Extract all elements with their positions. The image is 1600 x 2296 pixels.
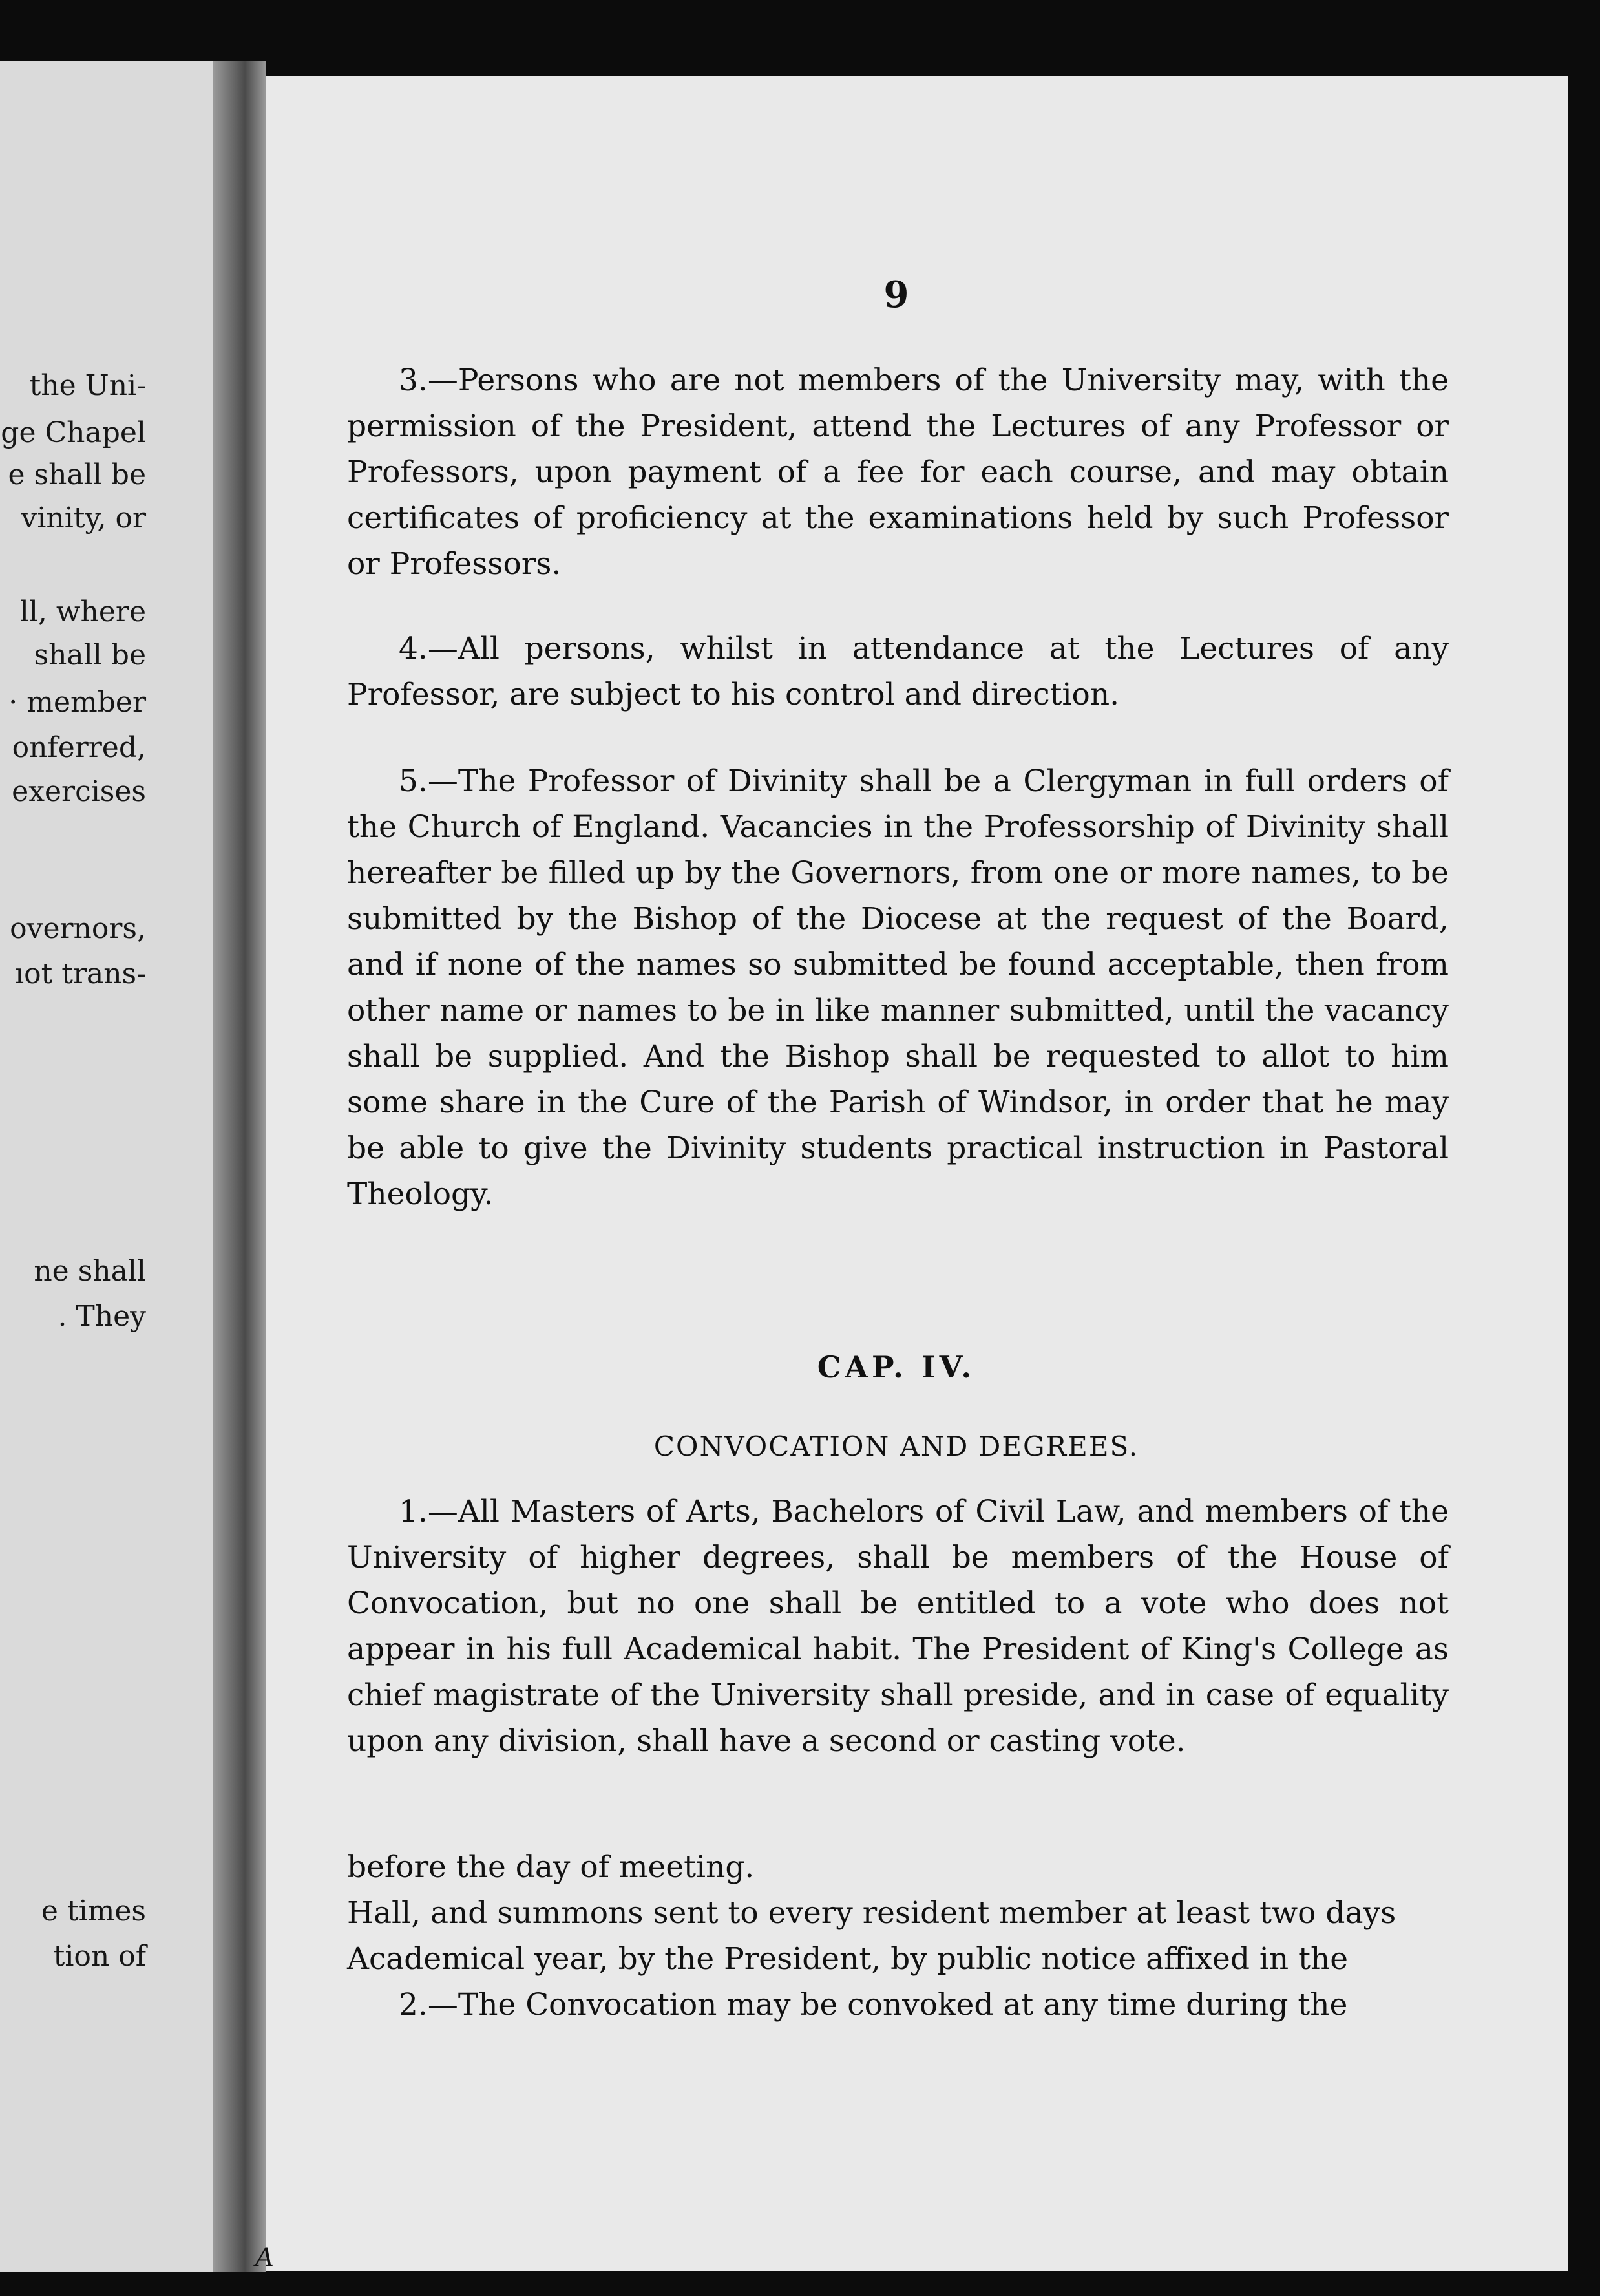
left-fragment: ll, where (19, 595, 146, 628)
left-fragment: e times (41, 1895, 146, 1928)
paragraph-4: 4.—All persons, whilst in attendance at the Lectures of any Professor, are subject to his control and direction. (347, 631, 1449, 712)
left-fragment: exercises (12, 775, 146, 808)
main-page (266, 76, 1568, 2271)
footer-mark: A (255, 2243, 274, 2273)
paragraph-5: 5.—The Professor of Divinity shall be a Clergyman in full orders of the Church of England. Vacancies in the Professorship of Divinity shall hereafter be filled up by the Governors, from one or more names, to be submitted by the Bishop of the Diocese at the request of the Board, and if none of the names so submitted be found acceptable, then from other name or names to be in like manner submitted, until the vacancy shall be supplied. And the Bishop shall be requested to allot to him some share in the Cure of the Parish of Windsor, in order that he may be able to give the Divinity students practical instruction in Pastoral Theology. (347, 763, 1449, 1212)
left-facing-page (0, 61, 213, 2272)
page-number: 9 (883, 273, 909, 316)
convocation-line: 2.—The Convocation may be convoked at any time during the (399, 1987, 1348, 2023)
book-gutter (213, 61, 266, 2272)
left-fragment: ıot trans- (15, 957, 146, 990)
left-fragment: · member (8, 686, 146, 719)
paragraph-3: 3.—Persons who are not members of the University may, with the permission of the President, attend the Lectures of any Professor or Professors, upon payment of a fee for each course, and may obtain certificates of proficiency at the examinations held by such Professor or Professors. (347, 363, 1449, 582)
left-fragment: vinity, or (21, 502, 146, 535)
convocation-line: Academical year, by the President, by public notice affixed in the (347, 1941, 1349, 1977)
chapter-heading: CAP. IV. (817, 1350, 976, 1385)
left-fragment: ge Chapel (1, 416, 146, 449)
left-fragment: overnors, (10, 912, 146, 945)
convocation-line: before the day of meeting. (347, 1849, 755, 1885)
left-fragment: . They (58, 1300, 146, 1333)
convocation-line: Hall, and summons sent to every resident member at least two days (347, 1895, 1396, 1931)
left-fragment: onferred, (12, 731, 146, 764)
convocation-paragraph-1: 1.—All Masters of Arts, Bachelors of Civil Law, and members of the University of higher degrees, shall be members of the House of Convocation, but no one shall be entitled to a vote who does not appear in his full Academical habit. The President of King's College as chief magistrate of the University shall preside, and in case of equality upon any division, shall have a second or casting vote. (347, 1494, 1449, 1759)
chapter-title: CONVOCATION AND DEGREES. (653, 1430, 1139, 1462)
left-fragment: ne shall (34, 1255, 146, 1288)
left-fragment: e shall be (8, 458, 146, 491)
left-fragment: tion of (53, 1940, 146, 1973)
left-fragment: shall be (34, 639, 146, 672)
left-fragment: the Uni- (29, 369, 146, 402)
